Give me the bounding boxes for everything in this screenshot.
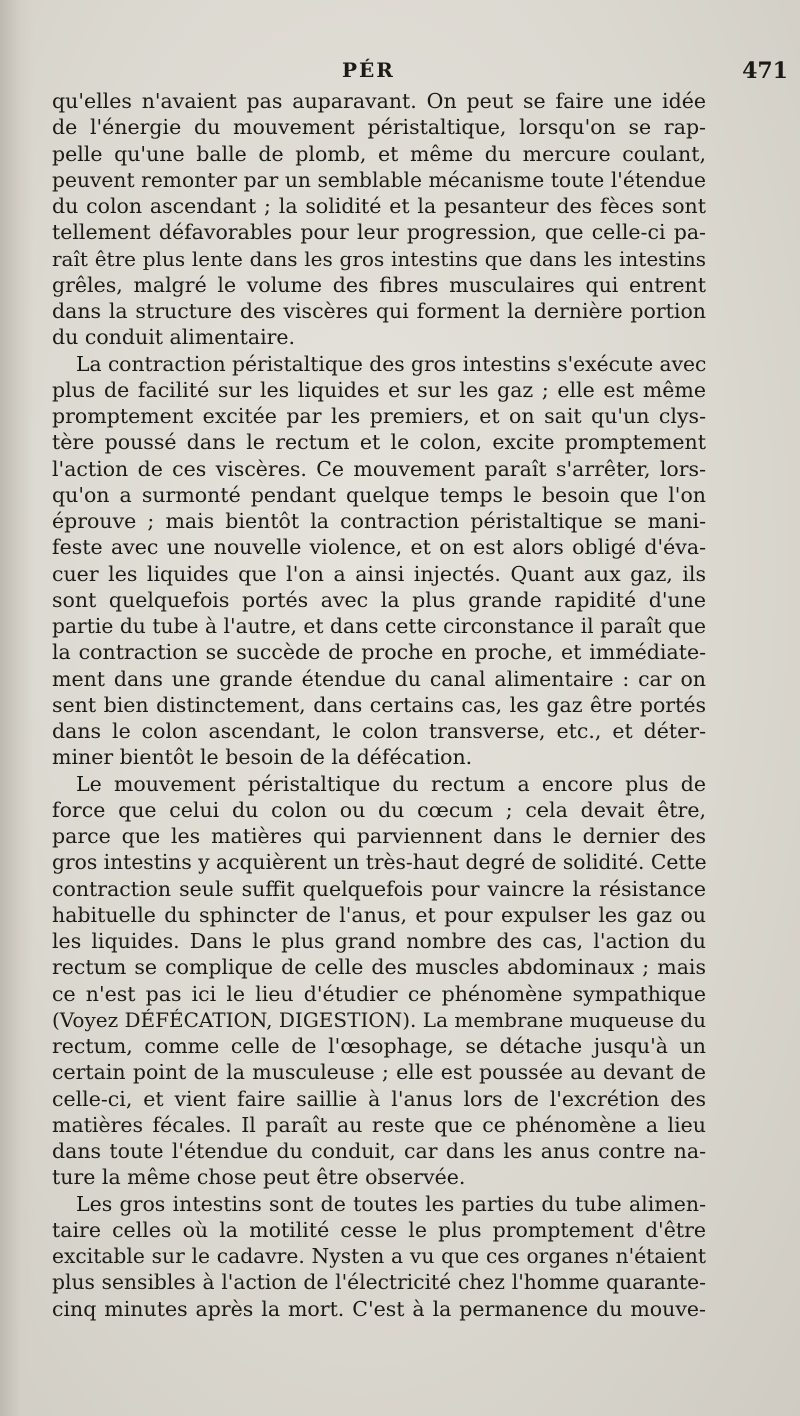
text-line: éprouve ; mais bientôt la contraction péristaltique se mani- <box>52 509 706 533</box>
text-line: parce que les matières qui parviennent dans le dernier des <box>52 824 706 848</box>
text-line: ment dans une grande étendue du canal alimentaire : car on <box>52 666 706 691</box>
running-head: PÉR <box>342 58 395 82</box>
page-gutter-shadow <box>0 0 34 1416</box>
text-line: la contraction se succède de proche en proche, et immédiate- <box>52 640 706 665</box>
text-line: feste avec une nouvelle violence, et on est alors obligé d'éva- <box>52 535 706 560</box>
text-line: dans la structure des viscères qui forment la dernière portion <box>52 299 706 323</box>
text-line: (Voyez DÉFÉCATION, DIGESTION). La membrane muqueuse du <box>52 1007 706 1032</box>
text-line: qu'elles n'avaient pas auparavant. On peut se faire une idée <box>52 89 706 113</box>
text-line: partie du tube à l'autre, et dans cette circonstance il paraît que <box>52 614 706 638</box>
text-line: certain point de la musculeuse ; elle est poussée au devant de <box>52 1060 706 1085</box>
text-line: contraction seule suffit quelquefois pour vaincre la résistance <box>52 876 706 901</box>
text-line: cuer les liquides que l'on a ainsi injectés. Quant aux gaz, ils <box>52 561 706 586</box>
text-line: tellement défavorables pour leur progression, que celle-ci pa- <box>52 220 706 245</box>
text-line: celle-ci, et vient faire saillie à l'anus lors de l'excrétion des <box>52 1086 706 1111</box>
text-line: grêles, malgré le volume des fibres musculaires qui entrent <box>52 272 706 297</box>
text-line: sent bien distinctement, dans certains cas, les gaz être portés <box>52 692 706 717</box>
text-line: matières fécales. Il paraît au reste que ce phénomène a lieu <box>52 1112 706 1137</box>
body-text <box>52 88 706 1322</box>
text-line: tère poussé dans le rectum et le colon, excite promptement <box>52 430 706 455</box>
text-line: raît être plus lente dans les gros intestins que dans les intestins <box>52 246 706 271</box>
text-line: cinq minutes après la mort. C'est à la permanence du mouve- <box>52 1296 706 1321</box>
text-line: Le mouvement péristaltique du rectum a encore plus de <box>76 771 706 796</box>
text-line: ce n'est pas ici le lieu d'étudier ce phénomène sympathique <box>52 981 706 1006</box>
text-line: plus sensibles à l'action de l'électricité chez l'homme quarante- <box>52 1270 706 1295</box>
text-line: miner bientôt le besoin de la défécation. <box>52 745 473 770</box>
text-line: force que celui du colon ou du cœcum ; cela devait être, <box>52 797 706 822</box>
text-line: de l'énergie du mouvement péristaltique, lorsqu'on se rap- <box>52 115 706 140</box>
text-line: habituelle du sphincter de l'anus, et pour expulser les gaz ou <box>52 902 706 927</box>
text-line: dans toute l'étendue du conduit, car dans les anus contre na- <box>52 1139 706 1163</box>
text-line: rectum se complique de celle des muscles abdominaux ; mais <box>52 955 706 980</box>
text-line: rectum, comme celle de l'œsophage, se détache jusqu'à un <box>52 1034 706 1058</box>
text-line: du colon ascendant ; la solidité et la pesanteur des fèces sont <box>52 194 706 218</box>
text-line: peuvent remonter par un semblable mécanisme toute l'étendue <box>52 167 706 192</box>
text-line: promptement excitée par les premiers, et on sait qu'un clys- <box>52 404 706 428</box>
text-line: les liquides. Dans le plus grand nombre des cas, l'action du <box>52 929 706 953</box>
text-line: gros intestins y acquièrent un très-haut degré de solidité. Cette <box>52 850 707 875</box>
text-line: sont quelquefois portés avec la plus grande rapidité d'une <box>52 587 706 612</box>
page-header <box>52 58 788 92</box>
text-line: ture la même chose peut être observée. <box>52 1165 466 1190</box>
text-line: qu'on a surmonté pendant quelque temps le besoin que l'on <box>52 482 706 507</box>
page-number: 471 <box>742 58 788 84</box>
text-line: Les gros intestins sont de toutes les parties du tube alimen- <box>76 1191 706 1216</box>
text-line: excitable sur le cadavre. Nysten a vu que ces organes n'étaient <box>52 1244 706 1268</box>
text-line: du conduit alimentaire. <box>52 325 296 350</box>
text-line: l'action de ces viscères. Ce mouvement paraît s'arrêter, lors- <box>52 456 706 481</box>
text-line: pelle qu'une balle de plomb, et même du mercure coulant, <box>52 141 706 166</box>
text-line: La contraction péristaltique des gros intestins s'exécute avec <box>76 351 707 376</box>
text-line: plus de facilité sur les liquides et sur les gaz ; elle est même <box>52 377 706 402</box>
text-line: dans le colon ascendant, le colon transverse, etc., et déter- <box>52 719 706 743</box>
text-line: taire celles où la motilité cesse le plus promptement d'être <box>52 1217 706 1242</box>
